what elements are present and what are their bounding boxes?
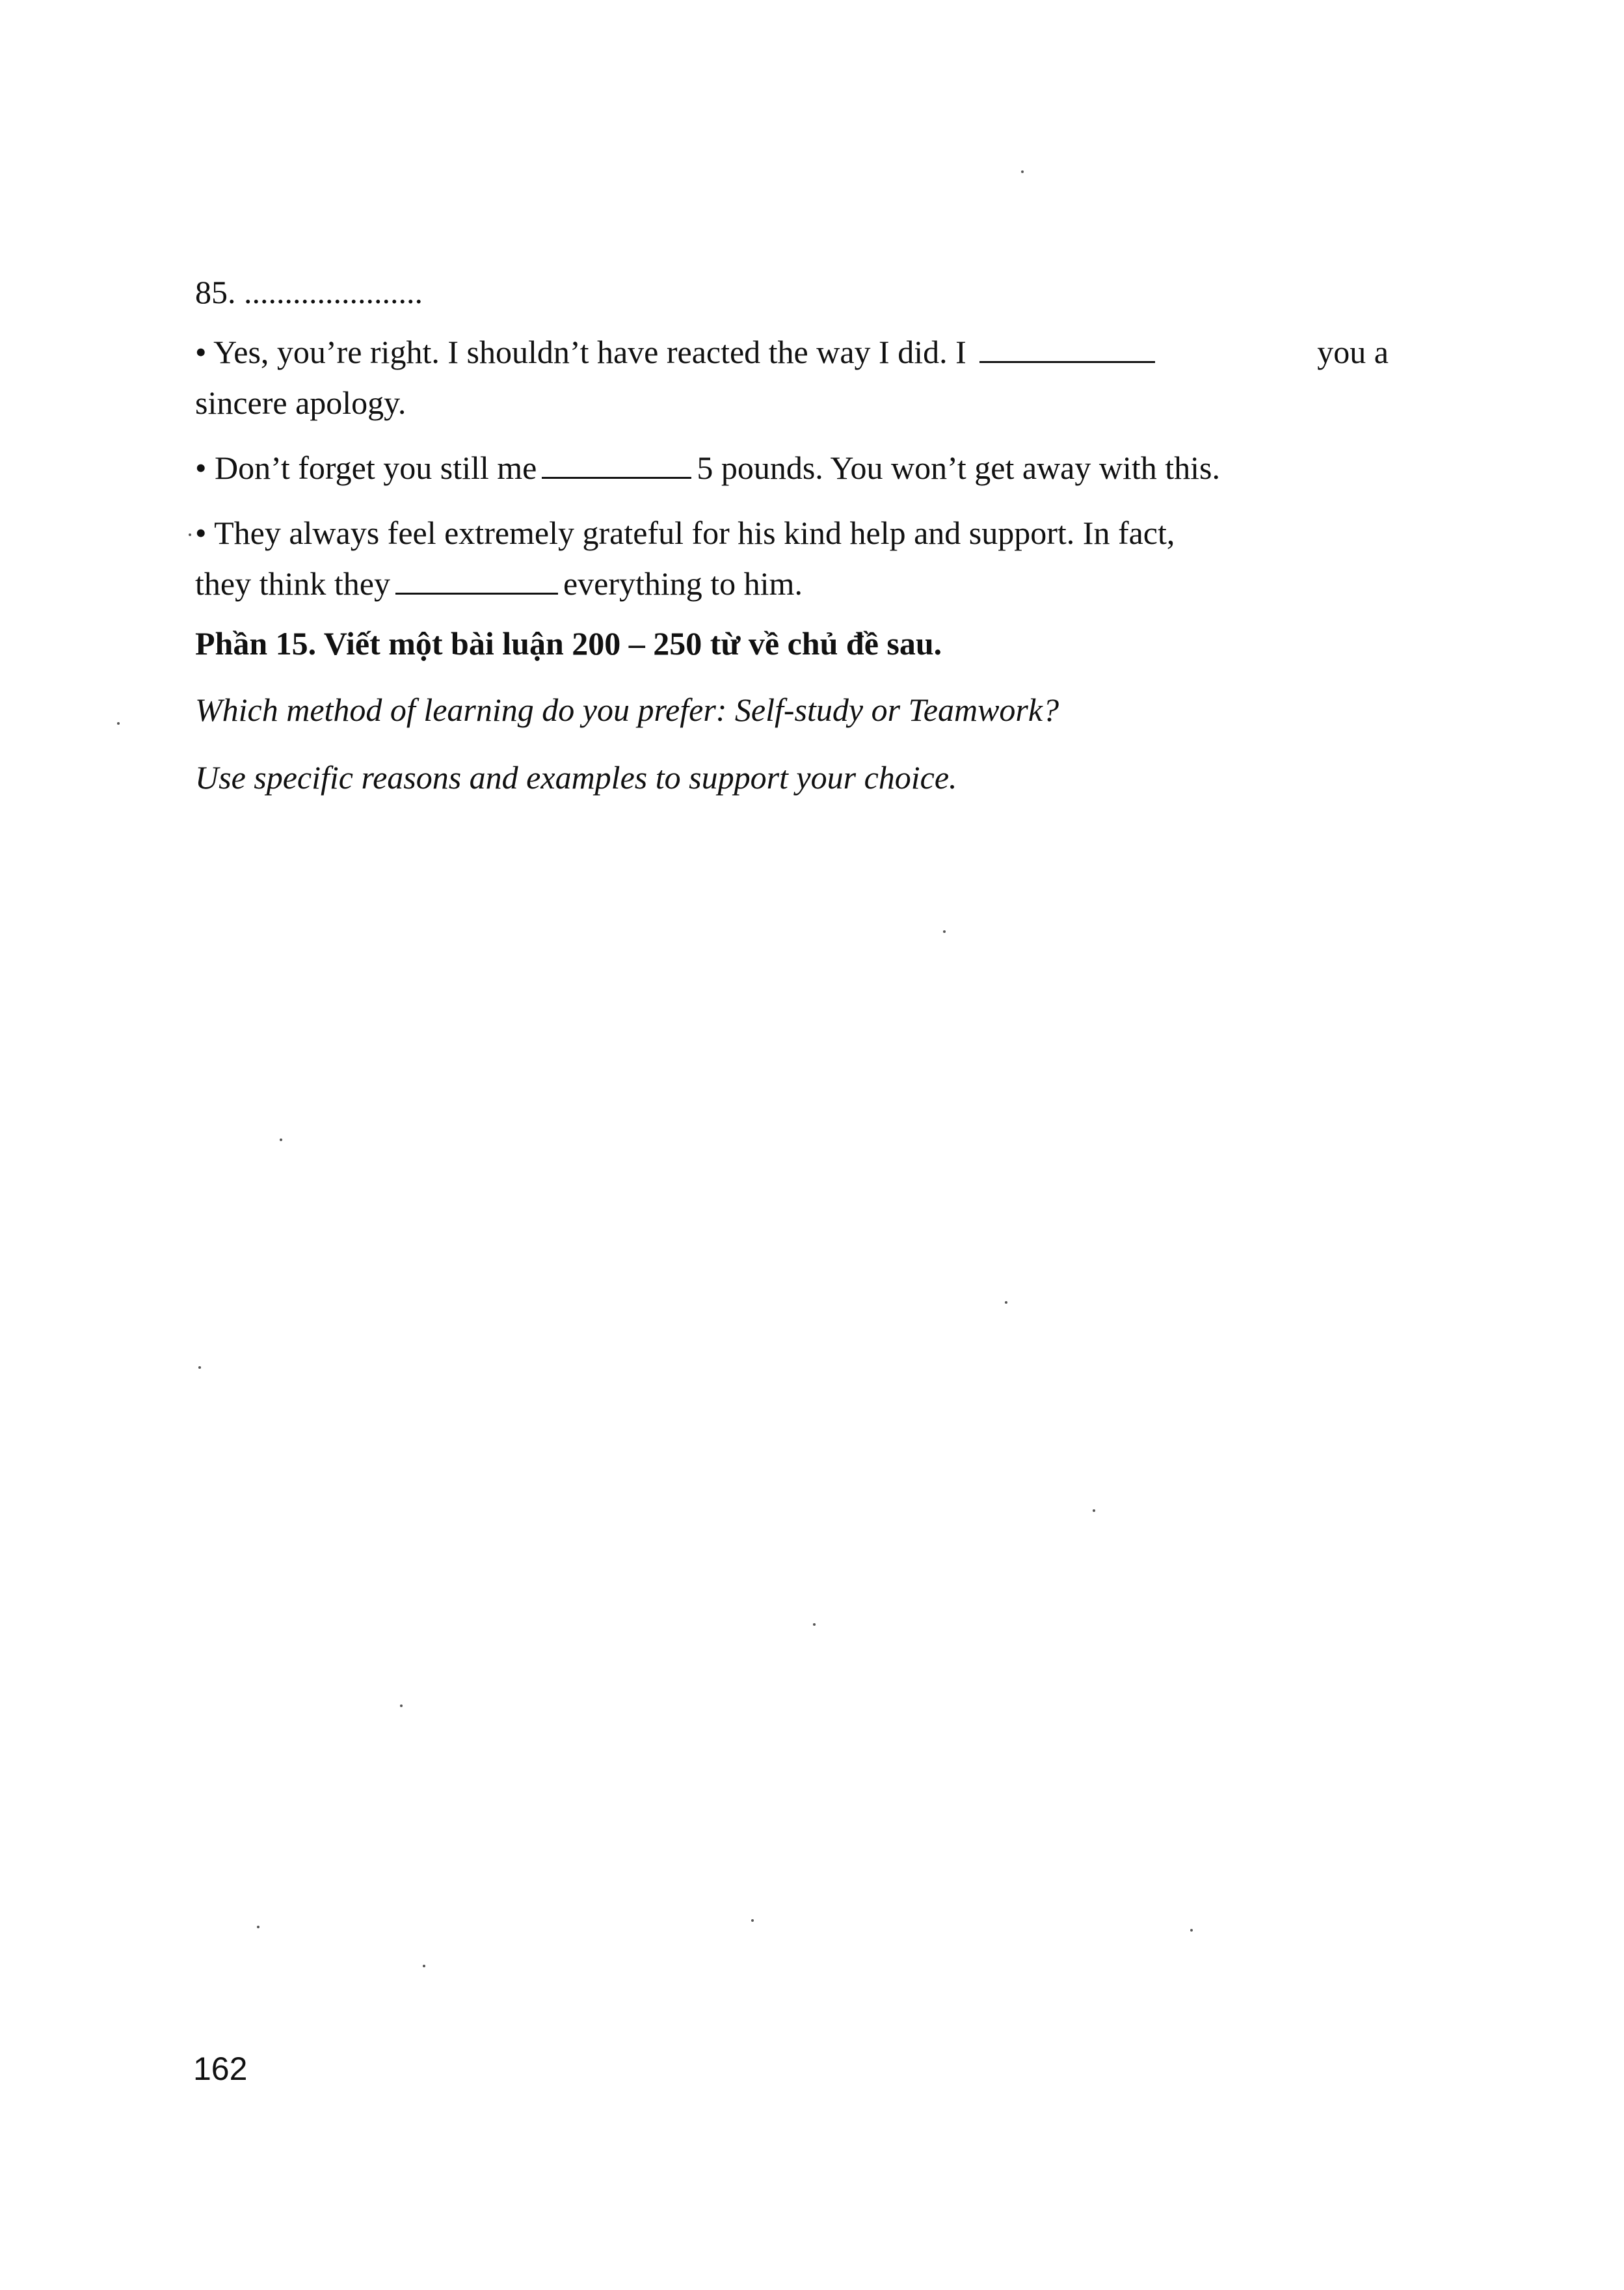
item-apology-line-1 — [195, 327, 1389, 377]
item-grateful-line-1: • They always feel extremely grateful for his kind help and support. In fact, — [195, 515, 1175, 551]
scan-speck — [117, 722, 120, 725]
scan-speck — [189, 533, 191, 536]
page-content — [195, 267, 1389, 820]
scan-speck — [813, 1623, 816, 1626]
scan-speck — [1005, 1301, 1007, 1304]
item-apology-text-after: you a — [1317, 334, 1389, 370]
item-grateful — [195, 507, 1389, 609]
scan-speck — [1093, 1509, 1095, 1512]
blank-pounds — [542, 450, 691, 479]
page-number: 162 — [193, 2051, 248, 2087]
scan-speck — [423, 1965, 425, 1967]
item-pounds-text-after: 5 pounds. You won’t get away with this. — [697, 450, 1221, 486]
item-pounds — [195, 442, 1389, 493]
blank-grateful — [395, 565, 558, 595]
item-pounds-text-before: • Don’t forget you still me — [195, 450, 537, 486]
item-grateful-text-after: everything to him. — [563, 565, 803, 602]
essay-prompt-line-2: Use specific reasons and examples to support your choice. — [195, 759, 957, 796]
scan-speck — [400, 1704, 403, 1707]
item-apology-text-before: • Yes, you’re right. I shouldn’t have reacted the way I did. I — [195, 334, 966, 370]
blank-apology — [979, 334, 1155, 363]
question-number: 85. ...................... — [195, 274, 423, 310]
item-grateful-text-before: they think they — [195, 565, 390, 602]
scan-speck — [257, 1926, 260, 1928]
scan-speck — [751, 1919, 754, 1922]
section-title: Phần 15. Viết một bài luận 200 – 250 từ về chủ đề sau. — [195, 625, 942, 662]
item-apology — [195, 327, 1389, 428]
scan-speck — [280, 1138, 282, 1141]
essay-prompt-line-1: Which method of learning do you prefer: Self-study or Teamwork? — [195, 692, 1059, 728]
item-apology-line-2: sincere apology. — [195, 384, 406, 421]
scan-speck — [198, 1366, 201, 1369]
scan-speck — [943, 930, 946, 933]
scan-speck — [1190, 1929, 1193, 1932]
scan-speck — [1021, 170, 1024, 173]
item-grateful-line-2 — [195, 558, 1389, 609]
